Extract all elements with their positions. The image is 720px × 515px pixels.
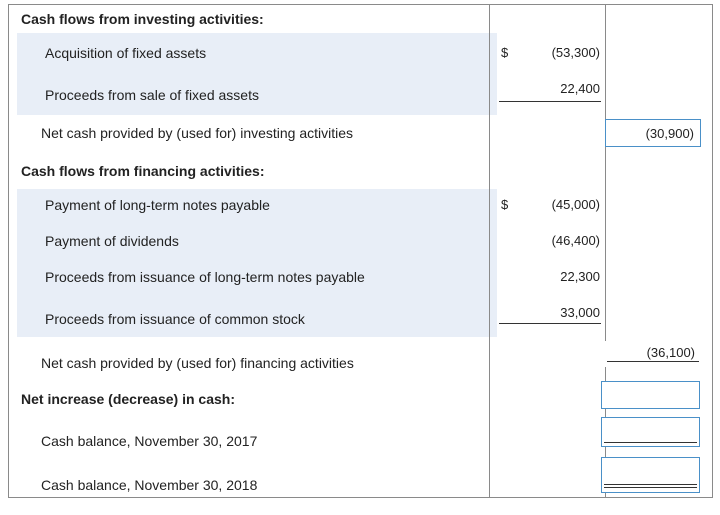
investing-net-amount: (30,900) [645,126,694,141]
net-increase-label: Net increase (decrease) in cash: [21,391,235,407]
balance-2017-label: Cash balance, November 30, 2017 [41,433,258,449]
investing-subtotal-underline [499,101,601,102]
financing-net-underline [607,361,699,362]
balance-2018-label: Cash balance, November 30, 2018 [41,477,258,493]
balance-2017-input[interactable] [601,417,700,447]
column-divider-1 [489,5,490,497]
proceeds-sale-fixed-assets-label: Proceeds from sale of fixed assets [45,87,259,103]
dollar-sign: $ [501,197,509,212]
acquisition-fixed-assets-amount[interactable]: (53,300) [551,45,600,60]
financing-subtotal-underline [499,323,601,324]
payment-long-term-notes-label: Payment of long-term notes payable [45,197,270,213]
payment-dividends-amount[interactable]: (46,400) [551,233,600,248]
payment-long-term-notes-amount[interactable]: (45,000) [551,197,600,212]
cash-flow-table [8,4,713,498]
balance-2018-double-underline-1 [604,484,697,485]
balance-2018-input[interactable] [601,457,700,493]
investing-net-field[interactable] [605,119,701,147]
proceeds-sale-fixed-assets-amount[interactable]: 22,400 [560,81,600,96]
dollar-sign: $ [501,45,509,60]
acquisition-fixed-assets-label: Acquisition of fixed assets [45,45,207,61]
financing-net-label: Net cash provided by (used for) financing activities [41,355,354,371]
net-increase-input[interactable] [601,381,700,409]
financing-net-amount: (36,100) [646,345,695,360]
payment-dividends-label: Payment of dividends [45,233,179,249]
proceeds-common-stock-amount[interactable]: 33,000 [560,305,600,320]
financing-header: Cash flows from financing activities: [21,163,265,179]
financing-net-field[interactable] [605,341,701,367]
balance-2017-underline [604,442,697,443]
proceeds-common-stock-label: Proceeds from issuance of common stock [45,311,305,327]
investing-net-label: Net cash provided by (used for) investing activities [41,125,354,141]
investing-header: Cash flows from investing activities: [21,11,264,27]
proceeds-long-term-notes-amount[interactable]: 22,300 [560,269,600,284]
proceeds-long-term-notes-label: Proceeds from issuance of long-term notes payable [45,269,365,285]
balance-2018-double-underline-2 [604,487,697,488]
